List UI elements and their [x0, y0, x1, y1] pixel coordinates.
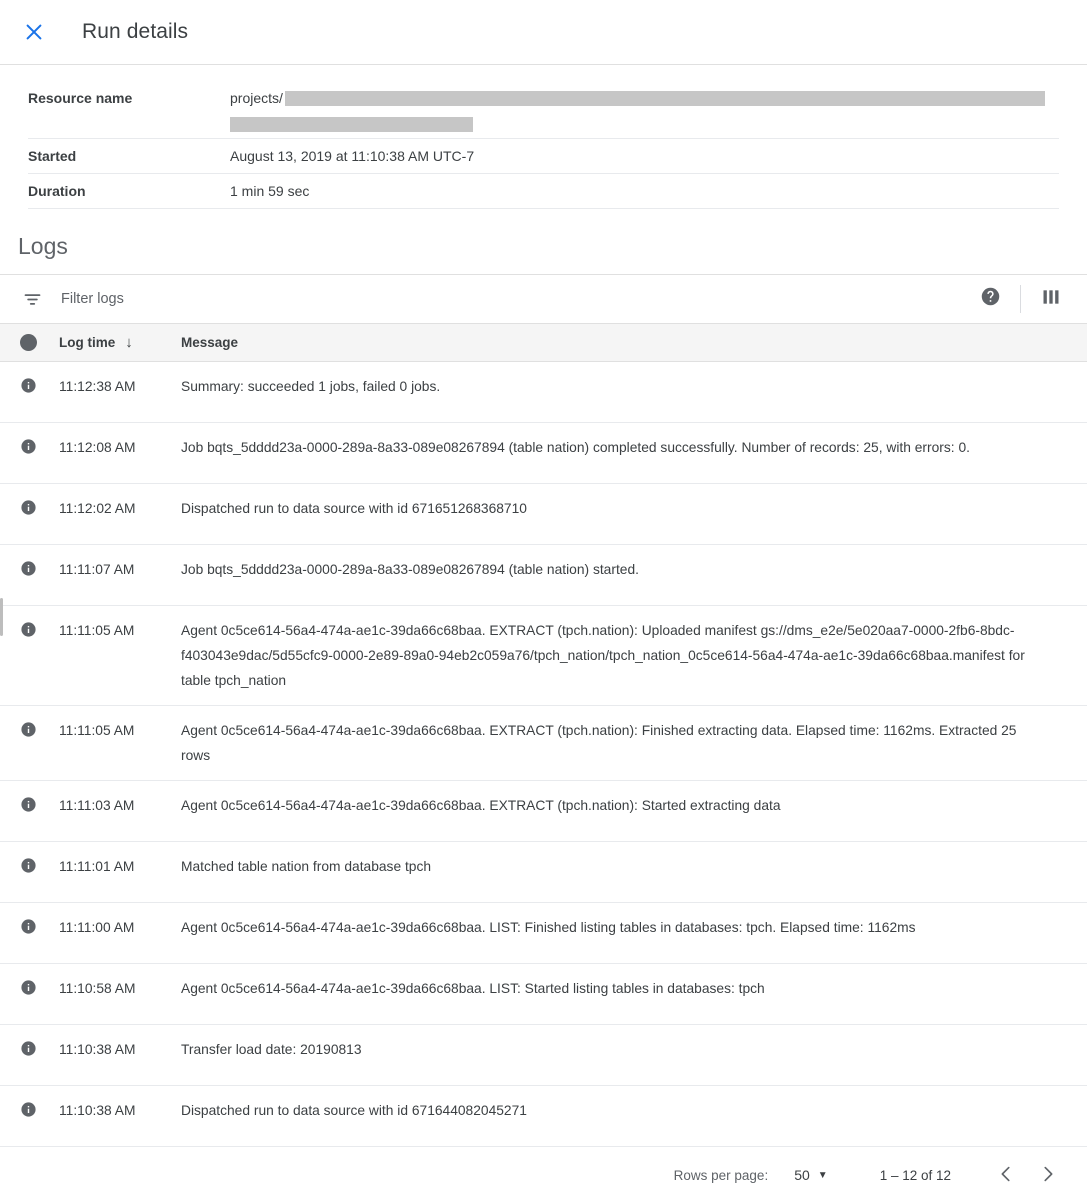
log-message: Dispatched run to data source with id 671644082045271: [181, 1103, 527, 1119]
chevron-right-icon: [1037, 1163, 1059, 1188]
log-message: Agent 0c5ce614-56a4-474a-ae1c-39da66c68baa. EXTRACT (tpch.nation): Uploaded manifest gs://dms_e2e/5e020aa7-0000-2fb6-8bdc-f403043e9dac/5d55cfc9-0000-2e89-89a0-94eb2c059a76/tpch_nation/tpch_nation_0c5ce614-56a4-474a-ae1c-39da66c68baa.manifest for table tpch_nation: [181, 623, 1025, 689]
info-icon: [20, 918, 37, 935]
help-button[interactable]: [972, 281, 1008, 317]
chevron-down-icon: ▼: [817, 1169, 828, 1181]
rows-per-page-value: 50: [794, 1167, 810, 1184]
info-icon: [20, 721, 37, 738]
log-message: Matched table nation from database tpch: [181, 859, 432, 875]
info-icon: [20, 621, 37, 638]
log-time: 11:11:00 AM: [59, 920, 135, 936]
close-button[interactable]: [20, 18, 48, 46]
log-time: 11:12:08 AM: [59, 440, 136, 456]
info-icon: [20, 560, 37, 577]
log-message: Job bqts_5dddd23a-0000-289a-8a33-089e08267894 (table nation) completed successfully. Number of records: 25, with errors: 0.: [181, 440, 970, 456]
info-icon: [20, 377, 37, 394]
page-range-label: 1 – 12 of 12: [879, 1167, 951, 1183]
table-row[interactable]: [0, 781, 1087, 842]
log-message: Job bqts_5dddd23a-0000-289a-8a33-089e08267894 (table nation) started.: [181, 562, 639, 578]
next-page-button[interactable]: [1031, 1158, 1065, 1192]
table-row[interactable]: [0, 362, 1087, 423]
detail-value: August 13, 2019 at 11:10:38 AM UTC-7: [230, 148, 475, 165]
log-time: 11:11:05 AM: [59, 623, 135, 639]
logs-heading: Logs: [18, 233, 68, 260]
logs-table-header: [0, 324, 1087, 362]
log-message: Agent 0c5ce614-56a4-474a-ae1c-39da66c68baa. EXTRACT (tpch.nation): Started extracting data: [181, 798, 781, 814]
rows-per-page-select[interactable]: [794, 1167, 827, 1183]
column-header-log-time[interactable]: [59, 335, 181, 350]
help-icon: [980, 286, 1001, 312]
columns-button[interactable]: [1033, 281, 1069, 317]
log-time: 11:10:38 AM: [59, 1042, 136, 1058]
info-icon: [20, 796, 37, 813]
detail-label: Started: [28, 148, 77, 165]
log-message: Transfer load date: 20190813: [181, 1042, 362, 1058]
logs-table: [0, 324, 1087, 1147]
table-row[interactable]: [0, 842, 1087, 903]
info-icon: [20, 979, 37, 996]
info-icon: [20, 1101, 37, 1118]
log-time: 11:11:03 AM: [59, 798, 135, 814]
select-all-circle-icon[interactable]: [20, 334, 37, 351]
log-time: 11:10:58 AM: [59, 981, 136, 997]
info-icon: [20, 438, 37, 455]
column-header-log-time-label: Log time: [59, 335, 116, 351]
log-message: Agent 0c5ce614-56a4-474a-ae1c-39da66c68baa. LIST: Started listing tables in databases: tpch: [181, 981, 765, 997]
detail-value: 1 min 59 sec: [230, 183, 310, 200]
detail-label: Resource name: [28, 90, 133, 106]
log-time: 11:10:38 AM: [59, 1103, 136, 1119]
filter-icon: [22, 289, 43, 310]
log-message: Dispatched run to data source with id 671651268368710: [181, 501, 527, 517]
table-row[interactable]: [0, 903, 1087, 964]
detail-row-resource-name: [28, 81, 1059, 139]
column-header-message[interactable]: Message: [181, 335, 239, 351]
log-time: 11:11:07 AM: [59, 562, 135, 578]
table-row[interactable]: [0, 484, 1087, 545]
previous-page-button[interactable]: [989, 1158, 1023, 1192]
table-row[interactable]: [0, 545, 1087, 606]
detail-row-duration: [28, 174, 1059, 209]
table-row[interactable]: [0, 706, 1087, 781]
detail-value: [230, 87, 1059, 132]
chevron-left-icon: [995, 1163, 1017, 1188]
log-message: Agent 0c5ce614-56a4-474a-ae1c-39da66c68baa. EXTRACT (tpch.nation): Finished extracting data. Elapsed time: 1162ms. Extracted 25 rows: [181, 723, 1017, 764]
log-time: 11:12:02 AM: [59, 501, 136, 517]
info-icon: [20, 857, 37, 874]
log-time: 11:11:01 AM: [59, 859, 135, 875]
info-icon: [20, 499, 37, 516]
scrollbar-thumb[interactable]: [0, 598, 3, 636]
redaction-bar: [230, 117, 473, 132]
table-row[interactable]: [0, 1086, 1087, 1147]
columns-icon: [1041, 287, 1061, 312]
detail-row-started: [28, 139, 1059, 174]
toolbar-divider: [1020, 285, 1021, 313]
table-row[interactable]: [0, 423, 1087, 484]
filter-logs-input[interactable]: [59, 290, 972, 308]
log-time: 11:12:38 AM: [59, 379, 136, 395]
table-row[interactable]: [0, 1025, 1087, 1086]
resource-name-prefix: projects/: [230, 90, 283, 106]
detail-label: Duration: [28, 183, 86, 200]
log-message: Summary: succeeded 1 jobs, failed 0 jobs.: [181, 379, 441, 395]
logs-filter-bar: [0, 274, 1087, 324]
table-row[interactable]: [0, 606, 1087, 706]
dialog-header: [0, 0, 1087, 65]
log-time: 11:11:05 AM: [59, 723, 135, 739]
log-message: Agent 0c5ce614-56a4-474a-ae1c-39da66c68baa. LIST: Finished listing tables in databases: tpch. Elapsed time: 1162ms: [181, 920, 916, 936]
close-icon: [23, 21, 45, 43]
paginator: [0, 1147, 1087, 1203]
rows-per-page-label: Rows per page:: [673, 1167, 769, 1183]
run-details-table: [0, 81, 1087, 209]
sort-descending-icon: ↓: [125, 334, 133, 352]
redaction-bar: [285, 91, 1045, 106]
info-icon: [20, 1040, 37, 1057]
table-row[interactable]: [0, 964, 1087, 1025]
page-title: Run details: [82, 20, 189, 43]
